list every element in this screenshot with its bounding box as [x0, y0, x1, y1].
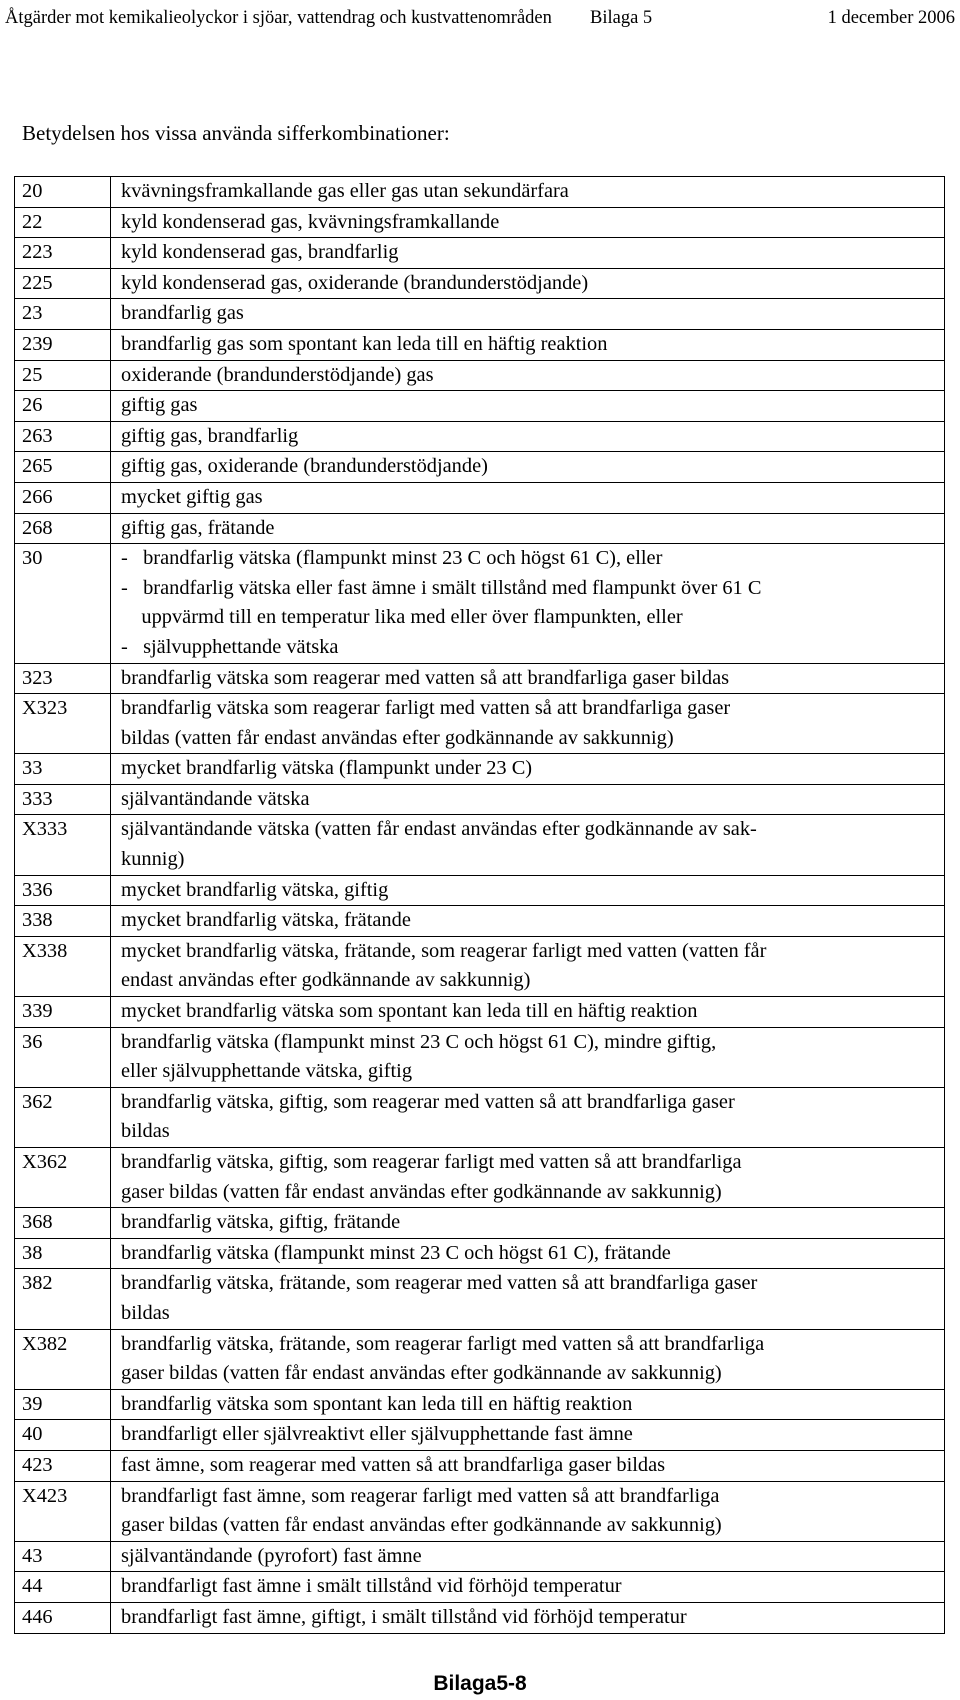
hazard-description [111, 299, 945, 330]
table-row [15, 1450, 945, 1481]
hazard-code: 336 [15, 875, 111, 906]
table-row [15, 238, 945, 269]
table-row [15, 875, 945, 906]
hazard-description [111, 207, 945, 238]
hazard-code: 333 [15, 784, 111, 815]
hazard-code-table [14, 176, 945, 1634]
table-row [15, 784, 945, 815]
table-row [15, 391, 945, 422]
document-date: 1 december 2006 [827, 8, 955, 28]
description-line: självantändande (pyrofort) fast ämne [121, 1544, 422, 1567]
description-line: brandfarligt eller självreaktivt eller självupphettande fast ämne [121, 1423, 633, 1446]
table-row [15, 421, 945, 452]
hazard-code: 446 [15, 1602, 111, 1633]
hazard-description [111, 513, 945, 544]
description-line: brandfarlig vätska som reagerar farligt med vatten så att brandfarliga gaser [121, 697, 731, 720]
description-line: brandfarlig vätska, giftig, frätande [121, 1211, 401, 1234]
hazard-description [111, 1148, 945, 1208]
hazard-description [111, 1541, 945, 1572]
table-row [15, 1481, 945, 1541]
page-footer: Bilaga5-8 [433, 1672, 527, 1695]
hazard-code: 368 [15, 1208, 111, 1239]
description-line: fast ämne, som reagerar med vatten så att brandfarliga gaser bildas [121, 1453, 666, 1476]
description-line: brandfarlig vätska (flampunkt minst 23 C och högst 61 C), mindre giftig, [121, 1030, 717, 1053]
description-line: - självupphettande vätska [121, 635, 339, 658]
hazard-code: X333 [15, 815, 111, 875]
description-line: kyld kondenserad gas, brandfarlig [121, 241, 399, 264]
table-row [15, 1602, 945, 1633]
description-line: brandfarlig vätska som spontant kan leda till en häftig reaktion [121, 1392, 633, 1415]
hazard-description [111, 694, 945, 754]
description-line: mycket brandfarlig vätska (flampunkt under 23 C) [121, 757, 533, 780]
appendix-label: Bilaga 5 [590, 8, 653, 28]
hazard-description [111, 1027, 945, 1087]
hazard-code: 423 [15, 1450, 111, 1481]
hazard-description [111, 238, 945, 269]
description-line: brandfarligt fast ämne i smält tillstånd vid förhöjd temperatur [121, 1575, 622, 1598]
table-row [15, 482, 945, 513]
hazard-description [111, 1481, 945, 1541]
description-line: gaser bildas (vatten får endast användas efter godkännande av sakkunnig) [121, 1362, 722, 1385]
description-line: kvävningsframkallande gas eller gas utan sekundärfara [121, 180, 569, 202]
hazard-code: 38 [15, 1238, 111, 1269]
table-row [15, 997, 945, 1028]
table-row [15, 177, 945, 208]
hazard-description [111, 1572, 945, 1603]
hazard-description [111, 936, 945, 996]
table-row [15, 329, 945, 360]
hazard-code: 266 [15, 482, 111, 513]
intro-heading: Betydelsen hos vissa använda sifferkombinationer: [22, 121, 450, 145]
hazard-code: X323 [15, 694, 111, 754]
description-line: brandfarlig vätska, giftig, som reagerar farligt med vatten så att brandfarliga [121, 1151, 742, 1173]
description-line: kunnig) [121, 848, 185, 871]
hazard-code: 26 [15, 391, 111, 422]
hazard-code: 265 [15, 452, 111, 483]
hazard-description [111, 482, 945, 513]
hazard-description [111, 1329, 945, 1389]
table-row [15, 1027, 945, 1087]
page-header [5, 8, 955, 34]
hazard-description [111, 875, 945, 906]
hazard-description [111, 1087, 945, 1147]
hazard-description [111, 784, 945, 815]
hazard-description [111, 421, 945, 452]
description-line: gaser bildas (vatten får endast användas efter godkännande av sakkunnig) [121, 1514, 722, 1537]
hazard-code: 263 [15, 421, 111, 452]
description-line: självantändande vätska (vatten får endast användas efter godkännande av sak- [121, 818, 757, 841]
document-title: Åtgärder mot kemikalieolyckor i sjöar, vattendrag och kustvattenområden [5, 8, 552, 28]
description-line: mycket brandfarlig vätska, frätande, som reagerar farligt med vatten (vatten får [121, 939, 767, 962]
description-line: giftig gas, frätande [121, 516, 275, 539]
description-line: brandfarlig gas [121, 302, 244, 325]
table-row [15, 452, 945, 483]
description-line: gaser bildas (vatten får endast användas efter godkännande av sakkunnig) [121, 1180, 722, 1203]
description-line: giftig gas [121, 394, 198, 417]
hazard-description [111, 391, 945, 422]
description-line: brandfarligt fast ämne, som reagerar farligt med vatten så att brandfarliga [121, 1484, 720, 1507]
hazard-code: 22 [15, 207, 111, 238]
table-row [15, 1087, 945, 1147]
hazard-description [111, 452, 945, 483]
description-line: brandfarlig vätska (flampunkt minst 23 C och högst 61 C), frätande [121, 1241, 671, 1264]
hazard-code: 20 [15, 177, 111, 208]
table-row [15, 1420, 945, 1451]
hazard-description [111, 906, 945, 937]
description-line: uppvärmd till en temperatur lika med eller över flampunkten, eller [121, 606, 683, 629]
description-line: giftig gas, oxiderande (brandunderstödjande) [121, 455, 488, 478]
hazard-description [111, 329, 945, 360]
hazard-description [111, 1269, 945, 1329]
description-line: - brandfarlig vätska eller fast ämne i smält tillstånd med flampunkt över 61 C [121, 576, 762, 599]
hazard-code: 223 [15, 238, 111, 269]
hazard-code: 30 [15, 544, 111, 663]
hazard-code: 39 [15, 1389, 111, 1420]
hazard-description [111, 360, 945, 391]
hazard-code: 40 [15, 1420, 111, 1451]
description-line: brandfarlig vätska som reagerar med vatten så att brandfarliga gaser bildas [121, 666, 730, 689]
hazard-description [111, 1602, 945, 1633]
table-row [15, 1148, 945, 1208]
description-line: brandfarligt fast ämne, giftigt, i smält tillstånd vid förhöjd temperatur [121, 1605, 687, 1628]
table-row [15, 815, 945, 875]
table-row [15, 207, 945, 238]
description-line: eller självupphettande vätska, giftig [121, 1060, 413, 1083]
hazard-code: X362 [15, 1148, 111, 1208]
hazard-code: 382 [15, 1269, 111, 1329]
hazard-code: 323 [15, 663, 111, 694]
hazard-code: 43 [15, 1541, 111, 1572]
hazard-description [111, 1420, 945, 1451]
hazard-description [111, 268, 945, 299]
hazard-description [111, 1389, 945, 1420]
hazard-description [111, 997, 945, 1028]
hazard-description [111, 177, 945, 208]
table-row [15, 299, 945, 330]
hazard-code: 338 [15, 906, 111, 937]
description-line: endast användas efter godkännande av sakkunnig) [121, 969, 531, 992]
hazard-code: 362 [15, 1087, 111, 1147]
hazard-code: X382 [15, 1329, 111, 1389]
hazard-code: 239 [15, 329, 111, 360]
description-line: bildas [121, 1301, 170, 1324]
table-row [15, 906, 945, 937]
description-line: mycket brandfarlig vätska, frätande [121, 909, 411, 932]
hazard-description [111, 815, 945, 875]
hazard-code: 339 [15, 997, 111, 1028]
hazard-code: 25 [15, 360, 111, 391]
table-row [15, 754, 945, 785]
hazard-description [111, 544, 945, 663]
hazard-code: X423 [15, 1481, 111, 1541]
description-line: mycket giftig gas [121, 485, 263, 508]
description-line: brandfarlig vätska, frätande, som reagerar med vatten så att brandfarliga gaser [121, 1272, 758, 1295]
description-line: mycket brandfarlig vätska som spontant kan leda till en häftig reaktion [121, 1000, 698, 1023]
hazard-code: 36 [15, 1027, 111, 1087]
table-row [15, 694, 945, 754]
hazard-description [111, 754, 945, 785]
hazard-description [111, 1208, 945, 1239]
description-line: kyld kondenserad gas, oxiderande (brandunderstödjande) [121, 271, 589, 294]
description-line: giftig gas, brandfarlig [121, 424, 299, 447]
description-line: mycket brandfarlig vätska, giftig [121, 878, 389, 901]
table-row [15, 544, 945, 663]
table-row [15, 1329, 945, 1389]
table-row [15, 936, 945, 996]
table-row [15, 663, 945, 694]
table-row [15, 513, 945, 544]
hazard-code: 225 [15, 268, 111, 299]
description-line: självantändande vätska [121, 787, 310, 810]
table-row [15, 1208, 945, 1239]
description-line: brandfarlig vätska, giftig, som reagerar med vatten så att brandfarliga gaser [121, 1090, 735, 1113]
hazard-code: 268 [15, 513, 111, 544]
hazard-description [111, 1450, 945, 1481]
hazard-code: 33 [15, 754, 111, 785]
table-row [15, 1238, 945, 1269]
table-row [15, 1572, 945, 1603]
description-line: brandfarlig vätska, frätande, som reagerar farligt med vatten så att brandfarliga [121, 1332, 765, 1355]
hazard-description [111, 663, 945, 694]
description-line: brandfarlig gas som spontant kan leda till en häftig reaktion [121, 332, 608, 355]
hazard-description [111, 1238, 945, 1269]
description-line: bildas (vatten får endast användas efter godkännande av sakkunnig) [121, 726, 674, 749]
table-row [15, 268, 945, 299]
hazard-code: 44 [15, 1572, 111, 1603]
table-row [15, 360, 945, 391]
description-line: bildas [121, 1120, 170, 1143]
table-row [15, 1389, 945, 1420]
hazard-code: 23 [15, 299, 111, 330]
description-line: - brandfarlig vätska (flampunkt minst 23 C och högst 61 C), eller [121, 547, 663, 570]
table-row [15, 1541, 945, 1572]
hazard-code: X338 [15, 936, 111, 996]
description-line: kyld kondenserad gas, kvävningsframkallande [121, 210, 500, 233]
description-line: oxiderande (brandunderstödjande) gas [121, 363, 434, 386]
table-row [15, 1269, 945, 1329]
